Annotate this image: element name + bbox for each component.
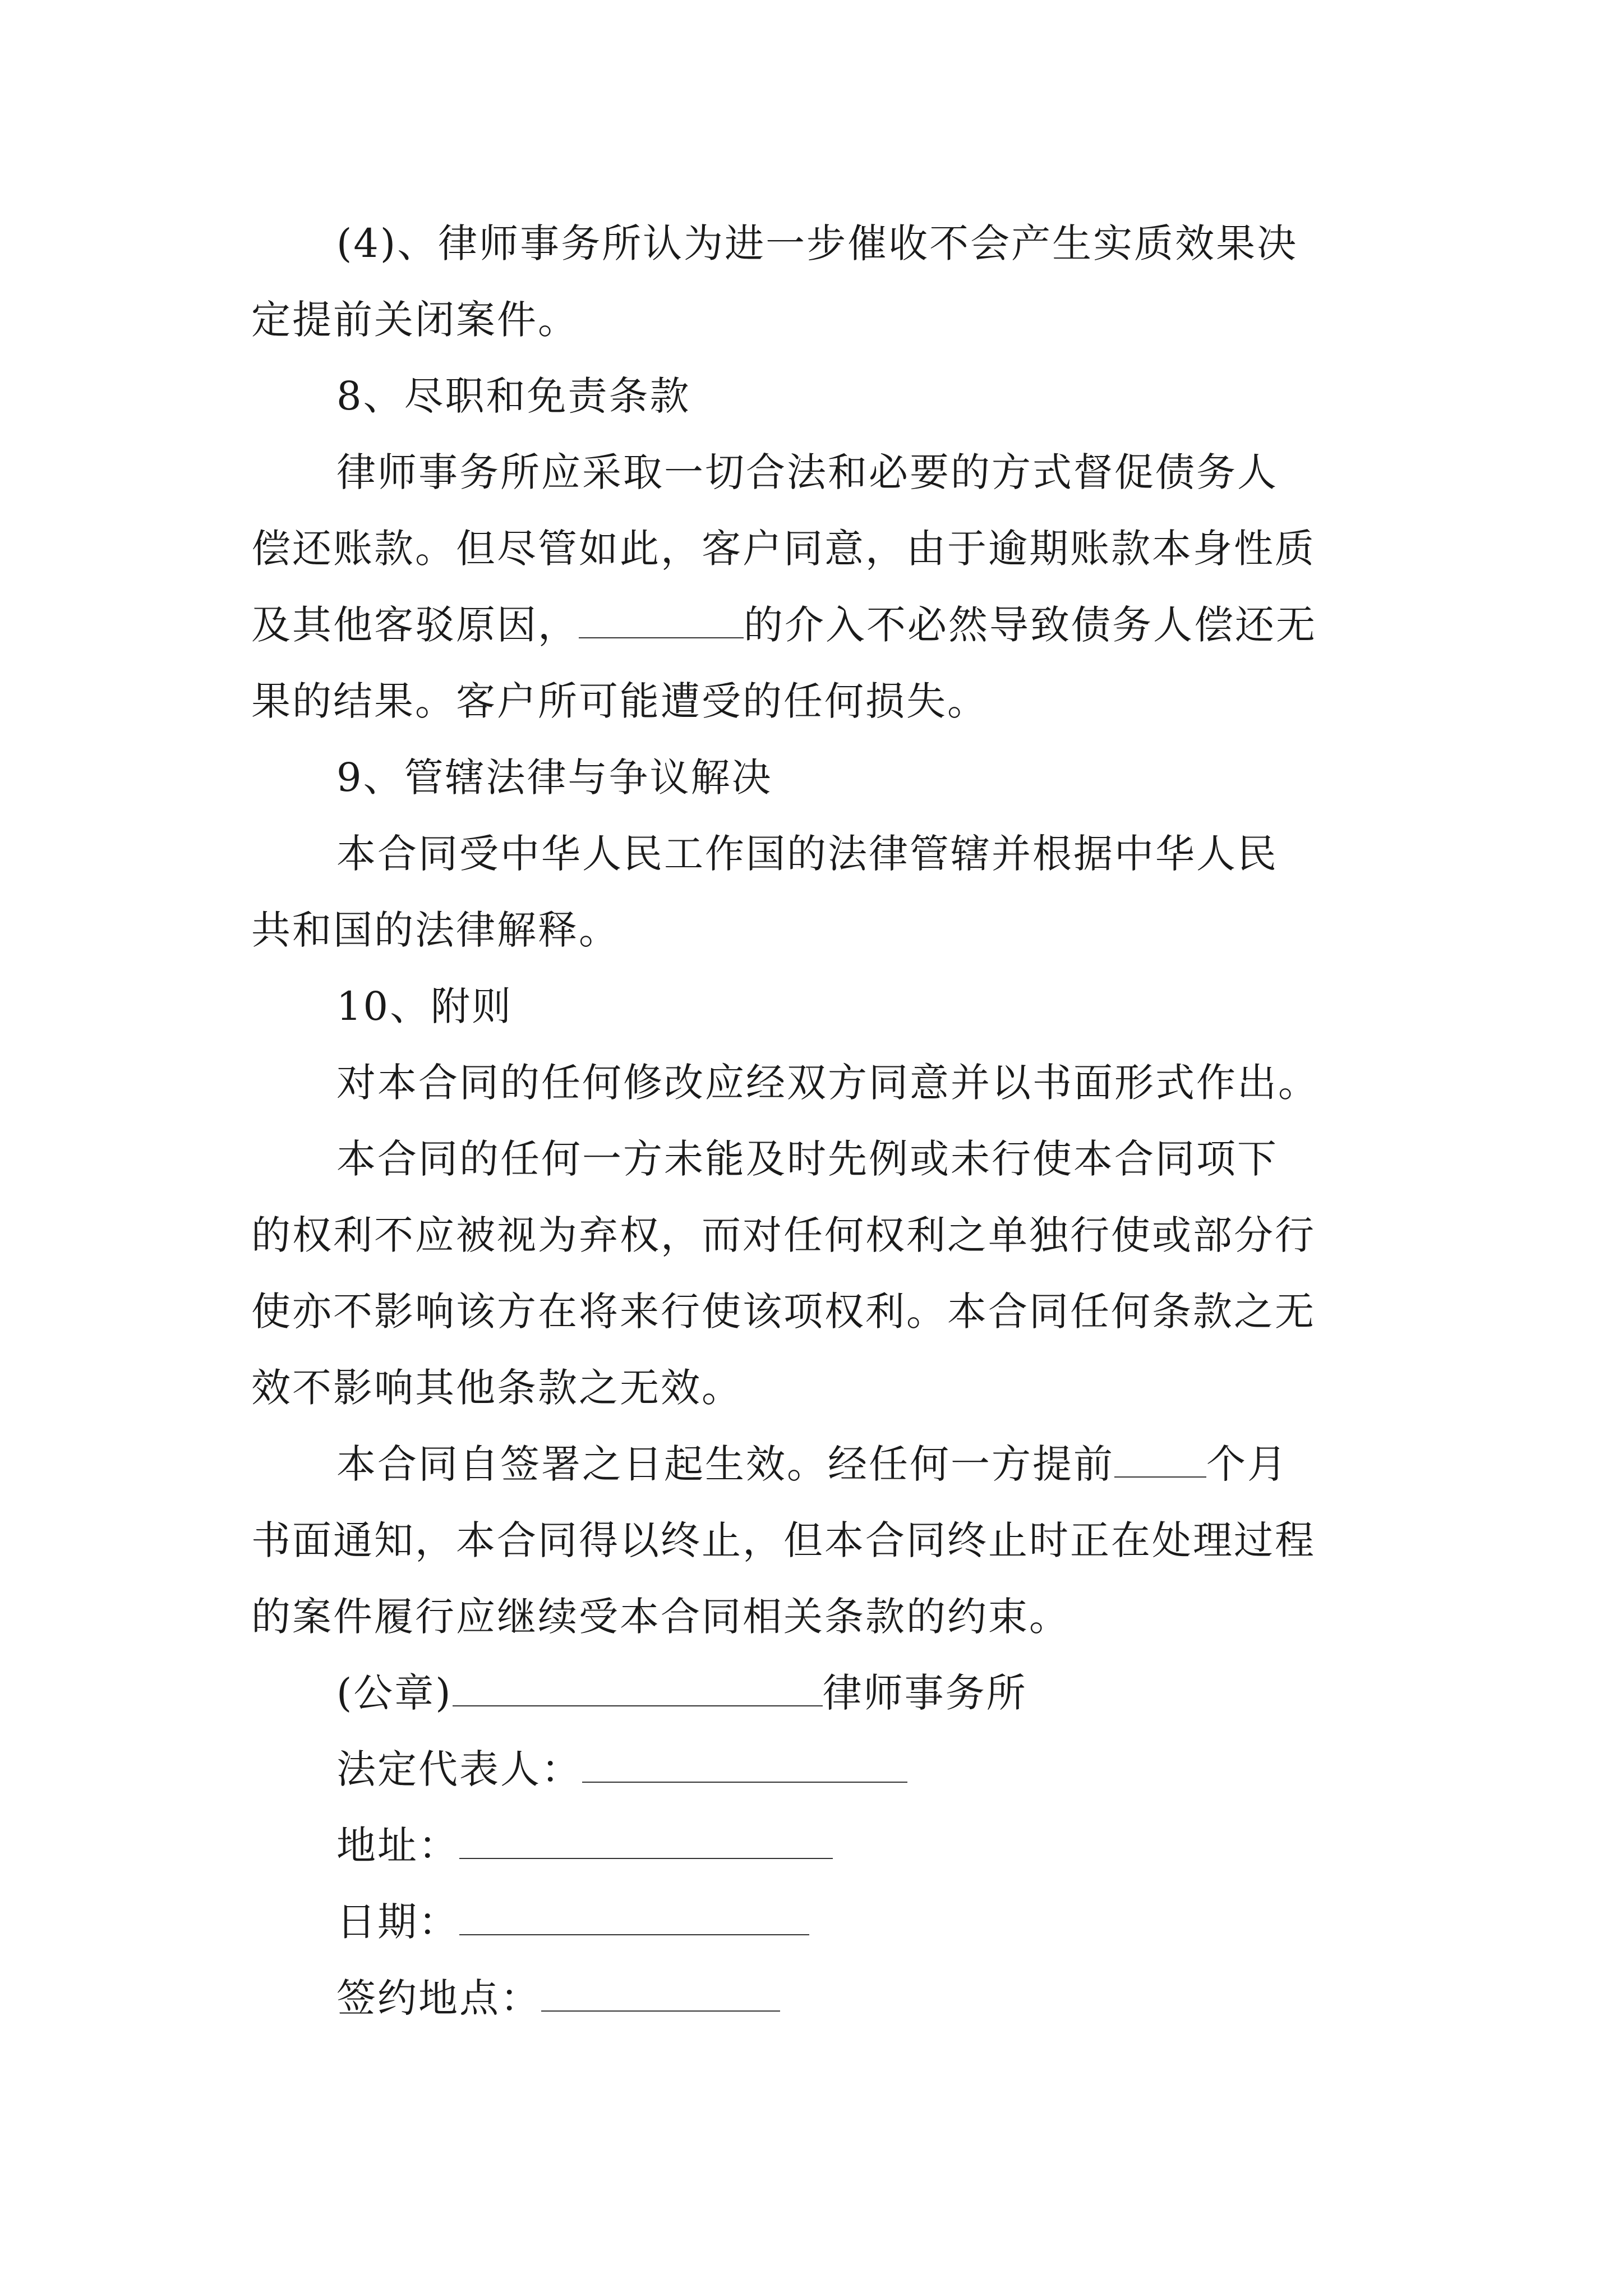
date-label: 日期： <box>336 1899 459 1945</box>
clause-9-line-1: 本合同受中华人民工作国的法律管辖并根据中华人民 <box>336 831 1278 877</box>
date-blank[interactable] <box>459 1899 809 1935</box>
clause-8-line-2: 偿还账款。但尽管如此，客户同意，由于逾期账款本身性质 <box>251 526 1316 572</box>
clause-10-p3-line-2: 书面通知，本合同得以终止，但本合同终止时正在处理过程 <box>251 1517 1316 1563</box>
signing-place-label: 签约地点： <box>336 1975 541 2021</box>
document-body <box>251 205 1390 2036</box>
seal-label: (公章) <box>336 1670 453 1716</box>
clause-9-heading: 9、管辖法律与争议解决 <box>336 754 773 800</box>
clause-10-p3-line-1 <box>251 1426 1390 1502</box>
law-firm-name-blank[interactable] <box>453 1671 823 1706</box>
address-label: 地址： <box>336 1823 459 1869</box>
clause-10-p1-line-1: 对本合同的任何修改应经双方同意并以书面形式作出。 <box>336 1060 1319 1106</box>
clause-10-p2-line-4: 效不影响其他条款之无效。 <box>251 1365 743 1411</box>
clause-10-p3-line-3: 的案件履行应继续受本合同相关条款的约束。 <box>251 1594 1070 1640</box>
clause-10-heading: 10、附则 <box>336 983 513 1029</box>
legal-rep-blank[interactable] <box>582 1747 907 1783</box>
clause-10-p3-line-1-text-a: 本合同自签署之日起生效。经任何一方提前 <box>336 1441 1114 1487</box>
clause-10-p2-line-1: 本合同的任何一方未能及时先例或未行使本合同项下 <box>336 1136 1278 1182</box>
legal-rep-label: 法定代表人： <box>336 1746 582 1792</box>
clause-8-line-4: 果的结果。客户所可能遭受的任何损失。 <box>251 678 988 724</box>
clause-8-line-1: 律师事务所应采取一切合法和必要的方式督促债务人 <box>336 449 1278 495</box>
date-line <box>251 1884 1390 1960</box>
seal-line <box>251 1655 1390 1731</box>
clause-7-4-line-1: (4)、律师事务所认为进一步催收不会产生实质效果决 <box>336 220 1298 266</box>
clause-7-4-line-2: 定提前关闭案件。 <box>251 297 579 343</box>
clause-8-line-3-text-a: 及其他客驳原因， <box>251 602 579 648</box>
clause-9-line-2: 共和国的法律解释。 <box>251 907 620 953</box>
clause-10-p3-line-1-text-b: 个月 <box>1206 1441 1288 1487</box>
address-blank[interactable] <box>459 1823 833 1859</box>
clause-10-p2-line-3: 使亦不影响该方在将来行使该项权利。本合同任何条款之无 <box>251 1289 1316 1335</box>
signing-place-line <box>251 1960 1390 2036</box>
clause-8-heading: 8、尽职和免责条款 <box>336 373 691 419</box>
address-line <box>251 1807 1390 1884</box>
notice-months-blank[interactable] <box>1114 1442 1206 1478</box>
clause-8-line-3-text-b: 的介入不必然导致债务人偿还无 <box>744 602 1317 648</box>
clause-10-p2-line-2: 的权利不应被视为弃权，而对任何权利之单独行使或部分行 <box>251 1212 1316 1258</box>
law-firm-suffix: 律师事务所 <box>822 1670 1027 1716</box>
clause-8-line-3 <box>251 587 1390 663</box>
signing-place-blank[interactable] <box>541 1976 780 2012</box>
legal-rep-line <box>251 1731 1390 1807</box>
firm-name-blank[interactable] <box>579 602 744 638</box>
